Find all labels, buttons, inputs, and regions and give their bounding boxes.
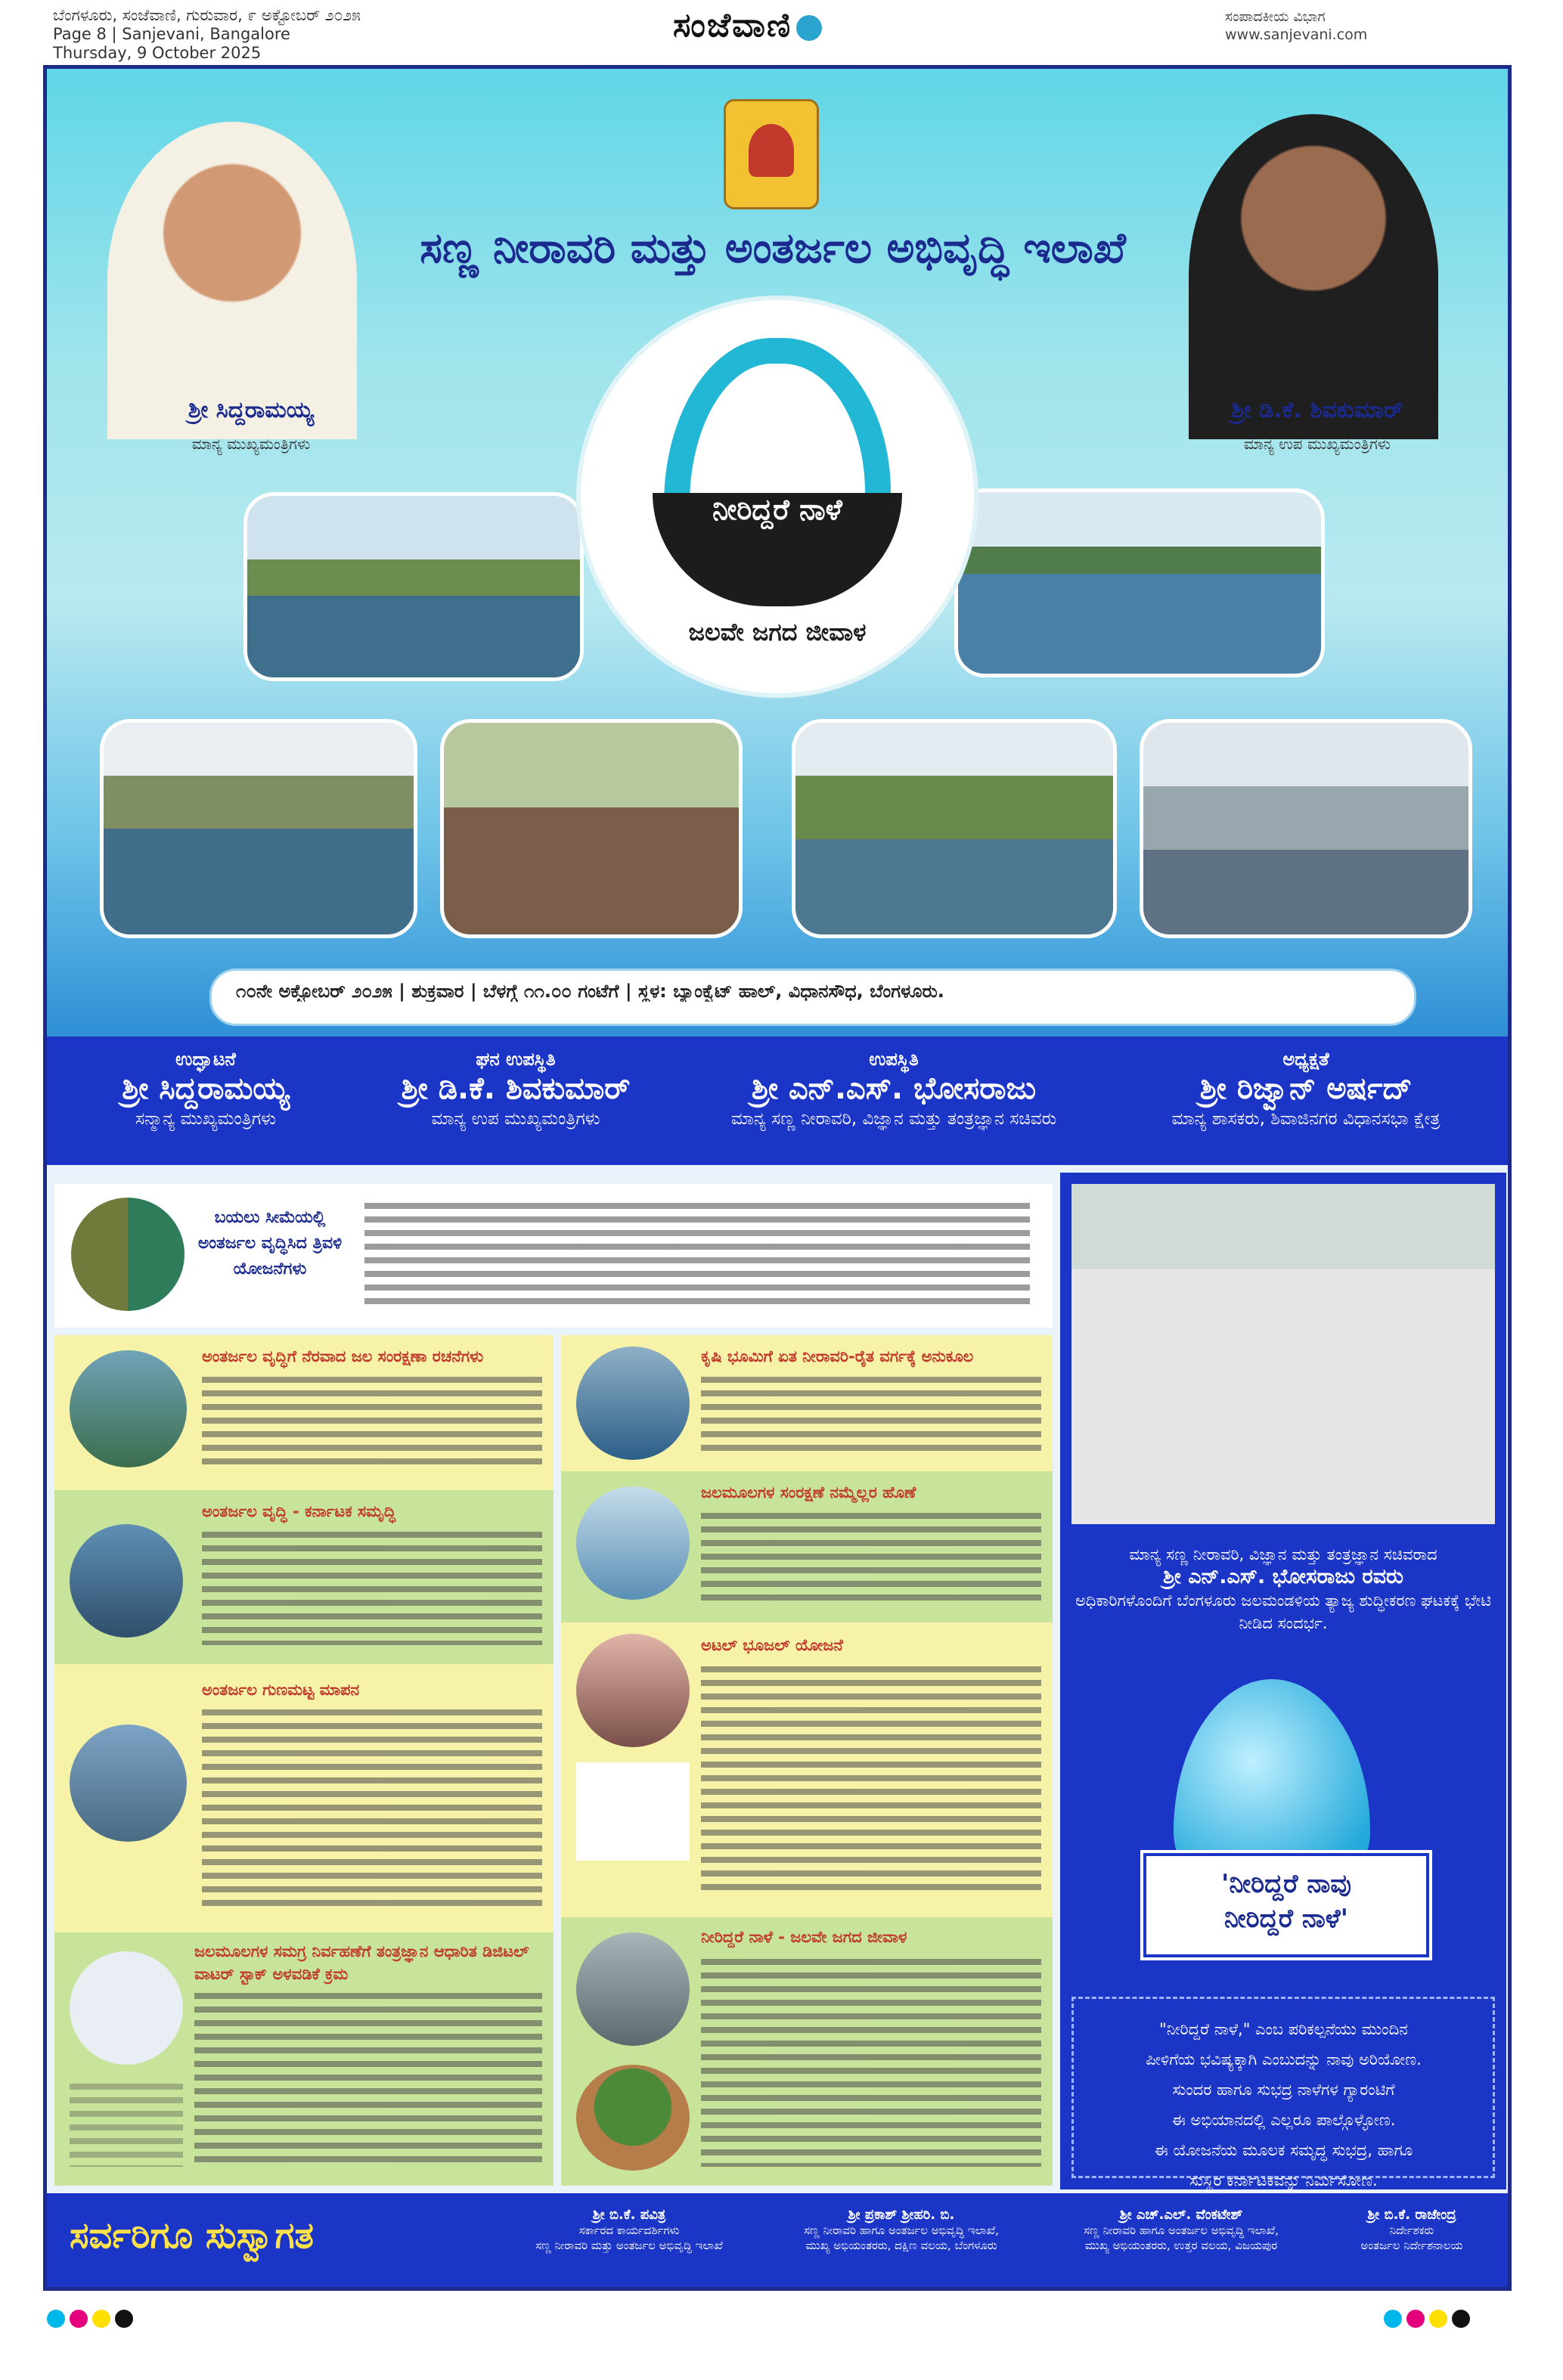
scheme-title: ಜಲಮೂಲಗಳ ಸಮಗ್ರ ನಿರ್ವಹಣೆಗೆ ತಂತ್ರಜ್ಞಾನ ಆಧಾರಿತ ಡಿಜಿಟಲ್ ವಾಟರ್ ಸ್ಟಾಕ್ ಅಳವಡಿಕೆ ಕ್ರಮ xyxy=(194,1942,529,1983)
dignitary-role: ಅಧ್ಯಕ್ಷತೆ xyxy=(1282,1049,1329,1070)
photo-officials xyxy=(440,719,743,938)
photo-river-barrage xyxy=(792,719,1117,938)
welcome-text: ಸರ್ವರಿಗೂ ಸುಸ್ವಾಗತ xyxy=(70,2214,314,2257)
scheme-title: ಕೃಷಿ ಭೂಮಿಗೆ ಏತ ನೀರಾವರಿ-ರೈತ ವರ್ಗಕ್ಕೆ ಅನುಕೂಲ xyxy=(701,1347,974,1365)
dignitary xyxy=(47,1037,364,1129)
tree-illustration xyxy=(576,2065,690,2171)
scheme-body xyxy=(202,1709,542,1914)
officer-name: ಶ್ರೀ ಬಿ.ಕೆ. ಪವಿತ್ರ xyxy=(592,2207,666,2223)
campaign-logo xyxy=(576,296,978,698)
scheme-image xyxy=(576,1346,690,1460)
dignitary-desc: ಸನ್ಮಾನ್ಯ ಮುಖ್ಯಮಂತ್ರಿಗಳು xyxy=(135,1109,277,1129)
scheme-body xyxy=(701,1513,1041,1604)
cm-portrait xyxy=(107,122,357,439)
officer-designation: ಸರ್ಕಾರದ ಕಾರ್ಯದರ್ಶಿಗಳು xyxy=(578,2224,680,2237)
officer-credit xyxy=(1325,2207,1499,2253)
slogan-text xyxy=(1146,1867,1426,1936)
officer-name: ಶ್ರೀ ಪ್ರಕಾಶ್ ಶ್ರೀಹರಿ. ಬಿ. xyxy=(848,2207,955,2223)
officer-designation: ಅಂತರ್ಜಲ ನಿರ್ದೇಶನಾಲಯ xyxy=(1360,2239,1463,2252)
message-line: ಈ ಯೋಜನೆಯ ಮೂಲಕ ಸಮೃದ್ಧ ಸುಭದ್ರ, ಹಾಗೂ xyxy=(1154,2141,1413,2159)
campaign-message xyxy=(1081,2014,1486,2196)
scheme-body xyxy=(701,1377,1041,1452)
officer-designation: ಸಣ್ಣ ನೀರಾವರಿ ಹಾಗೂ ಅಂತರ್ಜಲ ಅಭಿವೃದ್ಧಿ ಇಲಾಖೆ, xyxy=(1084,2224,1279,2237)
cm-name: ಶ್ರೀ ಸಿದ್ದರಾಮಯ್ಯ xyxy=(188,397,315,423)
scheme-card xyxy=(54,1664,554,1932)
dcm-name: ಶ್ರೀ ಡಿ.ಕೆ. ಶಿವಕುಮಾರ್ xyxy=(1231,397,1403,423)
dignitary-desc: ಮಾನ್ಯ ಶಾಸಕರು, ಶಿವಾಜಿನಗರ ವಿಧಾನಸಭಾ ಕ್ಷೇತ್ರ xyxy=(1171,1109,1441,1129)
scheme-card xyxy=(54,1490,554,1664)
scheme-image xyxy=(70,1951,183,2065)
officer-designation: ಮುಖ್ಯ ಅಭಿಯಂತರರು, ಉತ್ತರ ವಲಯ, ವಿಜಯಪುರ xyxy=(1084,2239,1278,2252)
dignitary-name: ಶ್ರೀ ರಿಜ್ವಾನ್ ಅರ್ಷದ್ xyxy=(1199,1071,1413,1106)
minister-visit-photo xyxy=(1071,1184,1495,1524)
dignitary-role: ಉದ್ಘಾಟನೆ xyxy=(175,1049,236,1070)
slogan-line: 'ನೀರಿದ್ದರೆ ನಾವು xyxy=(1221,1869,1351,1899)
scheme-body xyxy=(701,1959,1041,2167)
dignitary-name: ಶ್ರೀ ಸಿದ್ದರಾಮಯ್ಯ xyxy=(122,1071,290,1106)
minister-visit-panel xyxy=(1060,1173,1506,2189)
footer-band xyxy=(47,2193,1508,2287)
scheme-diagram xyxy=(70,2084,183,2167)
dignitary-name: ಶ್ರೀ ಎನ್.ಎಸ್. ಭೋಸರಾಜು xyxy=(751,1071,1037,1106)
header-right-label: ಸಂಪಾದಕೀಯ ವಿಭಾಗ xyxy=(1225,8,1326,25)
message-line: ಪೀಳಿಗೆಯ ಭವಿಷ್ಯಕ್ಕಾಗಿ ಎಂಬುದನ್ನು ನಾವು ಅರಿಯೋಣ. xyxy=(1146,2050,1422,2069)
dignitary-desc: ಮಾನ್ಯ ಉಪ ಮುಖ್ಯಮಂತ್ರಿಗಳು xyxy=(431,1109,600,1129)
dignitary xyxy=(349,1037,682,1129)
scheme-title: ಅಂತರ್ಜಲ ಗುಣಮಟ್ಟ ಮಾಪನ xyxy=(202,1681,360,1699)
intro-title: ಬಯಲು ಸೀಮೆಯಲ್ಲಿ ಅಂತರ್ಜಲ ವೃದ್ಧಿಸಿದ ತ್ರಿವಳಿ ಯೋಜನೆಗಳು xyxy=(197,1208,343,1278)
scheme-title: ಜಲಮೂಲಗಳ ಸಂರಕ್ಷಣೆ ನಮ್ಮೆಲ್ಲರ ಹೊಣೆ xyxy=(701,1483,916,1501)
header-page-label: Page 8 | Sanjevani, Bangalore xyxy=(53,25,290,43)
officer-credit xyxy=(773,2207,1030,2253)
slogan-board xyxy=(1143,1853,1429,1957)
scheme-image xyxy=(576,1634,690,1747)
black-mark-icon xyxy=(1452,2310,1470,2328)
scheme-title: ನೀರಿದ್ದರೆ ನಾಳೆ - ಜಲವೇ ಜಗದ ಜೀವಾಳ xyxy=(701,1928,907,1946)
page-header-right xyxy=(1225,8,1367,44)
scheme-title: ಅಂತರ್ಜಲ ವೃದ್ಧಿಗೆ ನೆರವಾದ ಜಲ ಸಂರಕ್ಷಣಾ ರಚನೆಗಳು xyxy=(202,1347,484,1365)
officer-designation: ಮುಖ್ಯ ಅಭಿಯಂತರರು, ದಕ್ಷಿಣ ವಲಯ, ಬೆಂಗಳೂರು xyxy=(805,2239,997,2252)
header-website: www.sanjevani.com xyxy=(1225,26,1368,43)
karnataka-emblem-icon xyxy=(724,99,819,209)
yellow-mark-icon xyxy=(1429,2310,1447,2328)
message-line: "ನೀರಿದ್ದರೆ ನಾಳೆ," ಎಂಬ ಪರಿಕಲ್ಪನೆಯು ಮುಂದಿನ xyxy=(1159,2020,1408,2038)
message-line: ಸುಸ್ಥಿರ ಕರ್ನಾಟಕವನ್ನು ನಿರ್ಮಿಸೋಣ. xyxy=(1189,2171,1378,2189)
logo-tagline: ಜಲವೇ ಜಗದ ಜೀವಾಳ xyxy=(688,618,867,646)
yellow-mark-icon xyxy=(92,2310,110,2328)
magenta-mark-icon xyxy=(1406,2310,1425,2328)
dignitaries-band xyxy=(47,1037,1508,1165)
scheme-title: ಅಂತರ್ಜಲ ವೃದ್ಧಿ - ಕರ್ನಾಟಕ ಸಮೃದ್ಧಿ xyxy=(202,1502,396,1520)
scheme-card xyxy=(561,1471,1053,1622)
dignitary xyxy=(1106,1037,1506,1129)
newspaper-masthead xyxy=(673,6,826,45)
officer-name: ಶ್ರೀ ಎಚ್.ಎಲ್. ವೆಂಕಟೇಶ್ xyxy=(1119,2207,1243,2223)
scheme-card xyxy=(561,1622,1053,1917)
photo-caption xyxy=(1071,1543,1495,1635)
schemes-section xyxy=(47,1165,1508,2193)
dcm-role: ಮಾನ್ಯ ಉಪ ಮುಖ್ಯಮಂತ್ರಿಗಳು xyxy=(1243,435,1391,453)
officer-name: ಶ್ರೀ ಬಿ.ಕೆ. ರಾಜೇಂದ್ರ xyxy=(1367,2207,1456,2223)
dignitary-desc: ಮಾನ್ಯ ಸಣ್ಣ ನೀರಾವರಿ, ವಿಜ್ಞಾನ ಮತ್ತು ತಂತ್ರಜ್ಞಾನ ಸಚಿವರು xyxy=(730,1109,1057,1129)
masthead-text: ಸಂಜೆವಾಣಿ xyxy=(673,6,792,45)
scheme-card xyxy=(54,1932,554,2186)
dignitary-name: ಶ್ರೀ ಡಿ.ಕೆ. ಶಿವಕುಮಾರ್ xyxy=(401,1071,631,1106)
registration-marks-right xyxy=(1384,2310,1512,2332)
dignitary-role: ಉಪಸ್ಥಿತಿ xyxy=(869,1049,919,1070)
message-line: ಈ ಅಭಿಯಾನದಲ್ಲಿ ಎಲ್ಲರೂ ಪಾಲ್ಗೊಳ್ಳೋಣ. xyxy=(1171,2111,1396,2129)
scheme-image xyxy=(576,1932,690,2046)
officer-designation: ಸಣ್ಣ ನೀರಾವರಿ ಹಾಗೂ ಅಂತರ್ಜಲ ಅಭಿವೃದ್ಧಿ ಇಲಾಖೆ, xyxy=(804,2224,999,2237)
scheme-image xyxy=(576,1486,690,1600)
scheme-image xyxy=(70,1350,187,1467)
scheme-body xyxy=(202,1377,542,1467)
slogan-line: ನೀರಿದ್ದರೆ ನಾಳೆ' xyxy=(1223,1904,1349,1934)
header-date-english: Thursday, 9 October 2025 xyxy=(53,44,262,62)
officer-credit xyxy=(1060,2207,1302,2253)
caption-minister-name: ಶ್ರೀ ಎನ್.ಎಸ್. ಭೋಸರಾಜು ರವರು xyxy=(1163,1565,1403,1588)
scheme-body xyxy=(701,1666,1041,1897)
well-image xyxy=(71,1198,185,1311)
officer-designation: ಸಣ್ಣ ನೀರಾವರಿ ಮತ್ತು ಅಂತರ್ಜಲ ಅಭಿವೃದ್ಧಿ ಇಲಾಖೆ xyxy=(535,2239,723,2252)
scheme-image xyxy=(70,1524,183,1638)
registration-marks-left xyxy=(47,2310,175,2332)
logo-slogan: ನೀರಿದ್ದರೆ ನಾಳೆ xyxy=(712,493,842,526)
caption-line: ಅಧಿಕಾರಿಗಳೊಂದಿಗೆ ಬೆಂಗಳೂರು ಜಲಮಂಡಳಿಯ ತ್ಯಾಜ್ಯ ಶುದ್ಧೀಕರಣ ಘಟಕಕ್ಕೆ ಭೇಟಿ ನೀಡಿದ ಸಂದರ್ಭ. xyxy=(1075,1591,1491,1632)
dignitary-role: ಘನ ಉಪಸ್ಥಿತಿ xyxy=(476,1049,556,1070)
caption-line: ಮಾನ್ಯ ಸಣ್ಣ ನೀರಾವರಿ, ವಿಜ್ಞಾನ ಮತ್ತು ತಂತ್ರಜ್ಞಾನ ಸಚಿವರಾದ xyxy=(1129,1545,1437,1563)
groundwater-chart-image xyxy=(576,1762,690,1861)
cyan-mark-icon xyxy=(47,2310,65,2328)
department-title: ಸಣ್ಣ ನೀರಾವರಿ ಮತ್ತು ಅಂತರ್ಜಲ ಅಭಿವೃದ್ಧಿ ಇಲಾಖೆ xyxy=(420,224,1126,273)
campaign-message-box xyxy=(1071,1997,1495,2189)
dignitary xyxy=(682,1037,1106,1129)
page-header-left xyxy=(53,6,361,63)
photo-treatment-plant xyxy=(1140,719,1472,938)
intro-body-text xyxy=(364,1203,1030,1309)
scheme-body xyxy=(194,1993,542,2167)
magenta-mark-icon xyxy=(70,2310,88,2328)
dcm-portrait xyxy=(1189,114,1438,439)
advertisement xyxy=(43,65,1512,2291)
header-date-kannada: ಬೆಂಗಳೂರು, ಸಂಜೆವಾಣಿ, ಗುರುವಾರ, ೯ ಅಕ್ಟೋಬರ್ ೨೦೨೫ xyxy=(53,6,361,24)
officer-designation: ನಿರ್ದೇಶಕರು xyxy=(1389,2224,1434,2237)
scheme-card xyxy=(561,1917,1053,2186)
event-details: ೧೦ನೇ ಅಕ್ಟೋಬರ್ ೨೦೨೫ | ಶುಕ್ರವಾರ | ಬೆಳಗ್ಗೆ ೧೧.೦೦ ಗಂಟೆಗೆ | ಸ್ಥಳ: ಬ್ಯಾಂಕ್ವೆಟ್ ಹಾಲ್, ವಿಧಾನಸೌಧ, ಬೆಂಗಳೂರು. xyxy=(236,981,944,1002)
scheme-image xyxy=(70,1725,187,1842)
scheme-card xyxy=(561,1335,1053,1471)
black-mark-icon xyxy=(115,2310,133,2328)
scheme-title: ಅಟಲ್ ಭೂಜಲ್ ಯೋಜನೆ xyxy=(701,1636,843,1654)
scheme-body xyxy=(202,1532,542,1645)
photo-bridge xyxy=(954,488,1325,677)
masthead-logo-icon xyxy=(796,15,822,41)
intro-panel xyxy=(54,1184,1053,1328)
photo-canal xyxy=(100,719,417,938)
photo-reservoir xyxy=(243,492,584,681)
cyan-mark-icon xyxy=(1384,2310,1402,2328)
scheme-card xyxy=(54,1335,554,1490)
officer-credit xyxy=(516,2207,743,2253)
cm-role: ಮಾನ್ಯ ಮುಖ್ಯಮಂತ್ರಿಗಳು xyxy=(191,435,311,453)
hero-panel xyxy=(47,69,1508,1037)
message-line: ಸುಂದರ ಹಾಗೂ ಸುಭದ್ರ ನಾಳೆಗಳ ಗ್ಯಾರಂಟಿಗೆ xyxy=(1172,2081,1395,2099)
